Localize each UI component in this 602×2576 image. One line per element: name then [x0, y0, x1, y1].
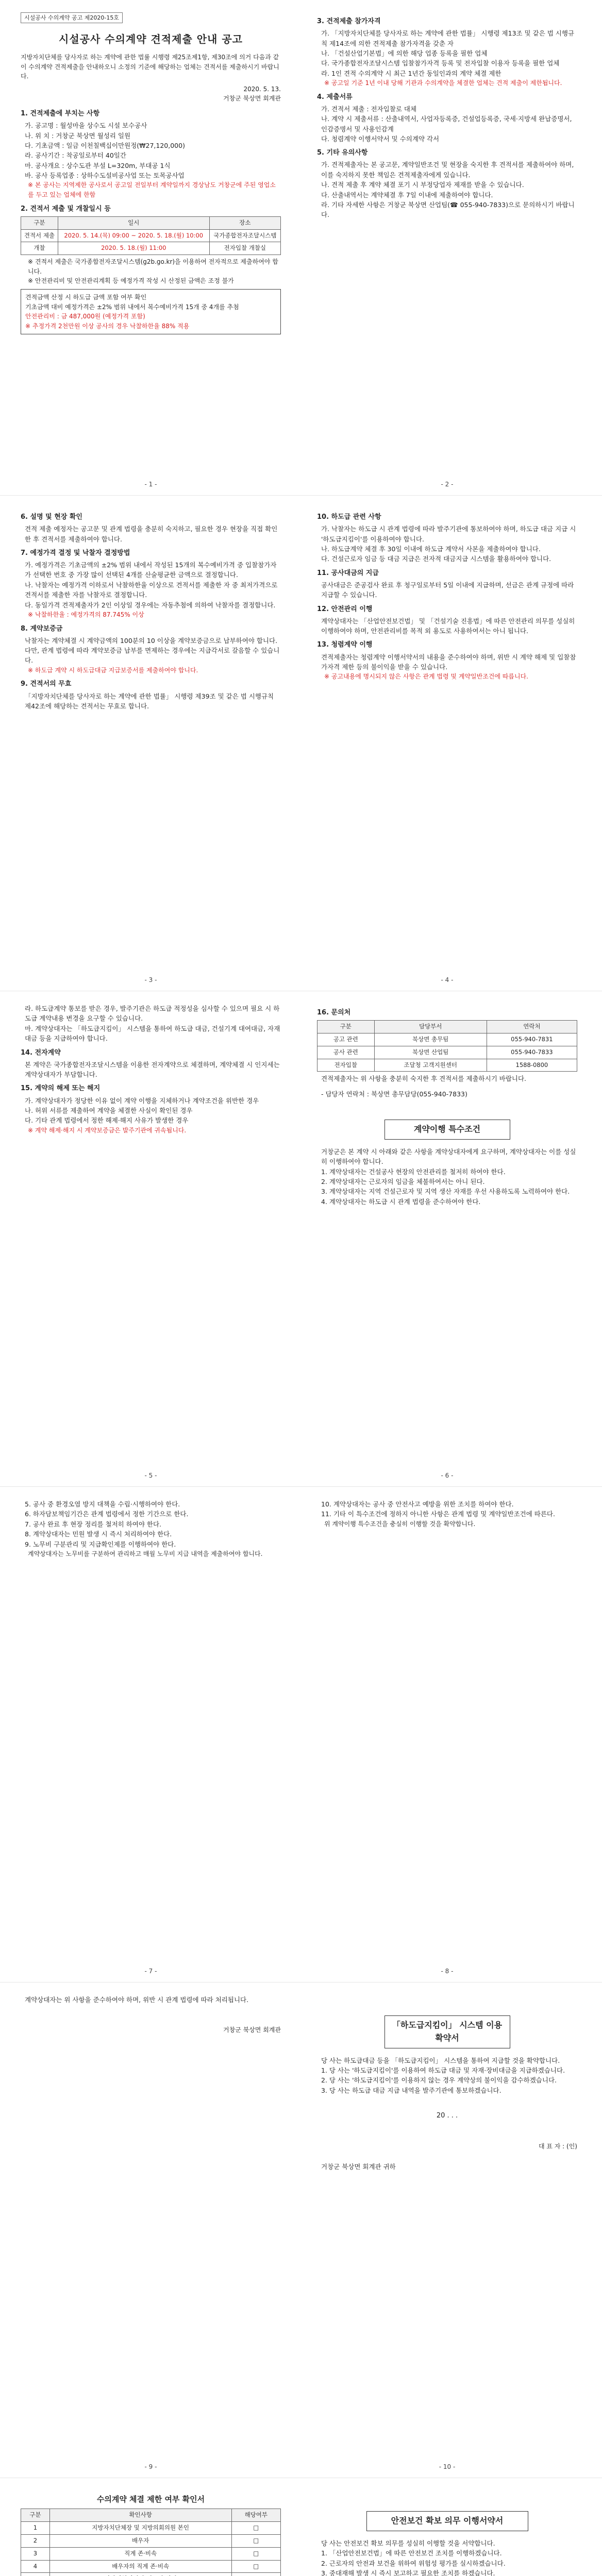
s1-red-note: ※ 본 공사는 지역제한 공사로서 공고일 전일부터 계약일까지 경상남도 거창군에 주된 영업소를 두고 있는 업체에 한함	[28, 181, 276, 198]
s15-red-note: ※ 계약 해제·해지 시 계약보증금은 발주기관에 귀속됩니다.	[28, 1126, 187, 1134]
section-1-title: 1. 견적제출에 부치는 사항	[21, 110, 100, 118]
p8-text: 위 계약이행 특수조건을 충실히 이행할 것을 확약합니다.	[324, 1520, 476, 1528]
table-cell: 2020. 5. 14.(목) 09:00 ~ 2020. 5. 18.(월) 10:00	[58, 229, 209, 242]
table-cell: 지방자치단체장 및 지방의회의원 본인	[49, 2522, 231, 2535]
pledge-sign: 대 표 자 : (인)	[538, 2143, 577, 2150]
safety-pledge-item: 2. 근로자의 안전과 보건을 위하여 위험성 평가를 실시하겠습니다.	[321, 2559, 506, 2567]
page-number: - 10 -	[439, 2463, 456, 2470]
table-cell: 개찰	[21, 242, 58, 255]
table-header: 연락처	[487, 1021, 577, 1033]
table-header: 구분	[21, 2509, 50, 2522]
table-header: 구분	[317, 1021, 375, 1033]
section-14-title: 14. 전자계약	[21, 1048, 61, 1057]
table-row	[21, 229, 281, 242]
section-5-title: 5. 기타 유의사항	[317, 149, 368, 157]
safety-pledge-item: 3. 중대재해 발생 시 즉시 보고하고 필요한 조치를 하겠습니다.	[321, 2569, 495, 2576]
restriction-form-title: 수의계약 체결 제한 여부 확인서	[96, 2495, 205, 2504]
s7-red-note: ※ 낙찰하한율 : 예정가격의 87.745% 이상	[28, 611, 144, 618]
table-cell: 전자입찰 개찰실	[209, 242, 280, 255]
section-11-title: 11. 공사대금의 지급	[317, 569, 379, 577]
section-3-title: 3. 견적제출 참가자격	[317, 18, 381, 25]
s3-item: 다. 국가종합전자조달시스템 입찰참가자격 등록 및 전자입찰 이용자 등록을 필한 업체	[321, 59, 560, 67]
s1-item: 다. 기초금액 : 일금 이천칠백십이만원정(₩27,120,000)	[25, 141, 185, 149]
checkbox[interactable]: □	[231, 2522, 280, 2535]
page-row-6	[0, 2478, 602, 2576]
table-row	[21, 2547, 281, 2560]
pledge-item: 2. 당 사는 '하도급지킴이'를 이용하지 않는 경우 계약상의 불이익을 감수하겠습니다.	[321, 2076, 557, 2084]
table-row	[317, 1059, 577, 1072]
s2-note: ※ 견적서 제출은 국가종합전자조달시스템(g2b.go.kr)을 이용하여 전자적으로 제출하여야 합니다.	[28, 258, 278, 275]
checkbox[interactable]: □	[231, 2560, 280, 2573]
section-16-title: 16. 문의처	[317, 1009, 351, 1016]
safety-pledge-item: 1. 「산업안전보건법」에 따른 안전보건 조치를 이행하겠습니다.	[321, 2549, 502, 2557]
table-cell: 전자입찰	[317, 1059, 375, 1072]
pledge-item: 1. 당 사는 '하도급지킴이'를 이용하여 하도급 대금 및 자재·장비대금을 지급하겠습니다.	[321, 2066, 565, 2074]
notice-title: 시설공사 수의계약 견적제출 안내 공고	[59, 33, 243, 46]
page-number: - 4 -	[441, 976, 454, 984]
page-row-4	[0, 1487, 602, 1982]
checkbox[interactable]	[231, 2573, 280, 2576]
table-cell: 북상면 산업팀	[374, 1046, 487, 1059]
s9-text: 「지방자치단체를 당사자로 하는 계약에 관한 법률」 시행령 제39조 및 같은 법 시행규칙 제42조에 해당하는 견적서는 무효로 합니다.	[25, 692, 274, 710]
s1-item: 라. 공사기간 : 착공일로부터 40일간	[25, 151, 126, 160]
page-row-5	[0, 1982, 602, 2478]
table-header: 확인사항	[49, 2509, 231, 2522]
p5-paragraph: 마. 계약상대자는 「하도급지킴이」 시스템을 통하여 하도급 대금, 건설기계 대여대금, 자재대금 등을 지급하여야 합니다.	[25, 1024, 280, 1043]
page-2	[317, 12, 577, 474]
table-cell: 견적서 제출	[21, 229, 58, 242]
p9-text: 계약상대자는 위 사항을 준수하여야 하며, 위반 시 관계 법령에 따라 처리됩니다.	[25, 1996, 249, 2004]
section-12-title: 12. 안전관리 이행	[317, 605, 373, 613]
s13-text: 견적제출자는 청렴계약 이행서약서의 내용을 준수하여야 하며, 위반 시 계약 해제 및 입찰참가자격 제한 등의 불이익을 받을 수 있습니다.	[321, 653, 576, 671]
table-cell: 직계 존·비속	[49, 2547, 231, 2560]
s1-item: 가. 공고명 : 월성마을 상수도 시설 보수공사	[25, 122, 147, 130]
price-info-box	[21, 289, 281, 334]
table-row	[21, 2534, 281, 2547]
page-10	[317, 1995, 577, 2457]
notice-intro: 지방자치단체를 당사자로 하는 계약에 관한 법률 시행령 제25조제1항, 제30조에 의거 다음과 같이 수의계약 견적제출을 안내하오니 소정의 기준에 해당하는 업체는 견적서를 제출하시기 바랍니다.	[21, 54, 279, 80]
page-number: - 1 -	[144, 481, 157, 488]
s10-item: 다. 건설근로자 임금 등 대금 지급은 전자적 대금지급 시스템을 활용하여야 합니다.	[321, 555, 551, 563]
section-13-title: 13. 청렴계약 이행	[317, 641, 373, 649]
s15-item: 가. 계약상대자가 정당한 이유 없이 계약 이행을 지체하거나 계약조건을 위반한 경우	[25, 1096, 259, 1105]
table-row	[317, 1033, 577, 1046]
safety-pledge-text: 당 사는 안전보건 확보 의무를 성실히 이행할 것을 서약합니다.	[321, 2539, 495, 2547]
table-row	[21, 2522, 281, 2535]
table-cell: 4	[21, 2560, 50, 2573]
table-row	[317, 1046, 577, 1059]
table-cell: 055-940-7833	[487, 1046, 577, 1059]
s3-item: 가. 「지방자치단체를 당사자로 하는 계약에 관한 법률」 시행령 제13조 및 같은 법 시행규칙 제14조에 의한 견적제출 참가자격을 갖춘 자	[321, 29, 575, 47]
section-2-title: 2. 견적서 제출 및 개찰일시 등	[21, 205, 111, 213]
table-cell: 055-940-7831	[487, 1033, 577, 1046]
table-row	[21, 2573, 281, 2576]
table-header: 담당부서	[374, 1021, 487, 1033]
special-item: 10. 계약상대자는 공사 중 안전사고 예방을 위한 조치를 하여야 한다.	[321, 1500, 514, 1508]
s15-item: 나. 허위 서류를 제출하여 계약을 체결한 사실이 확인된 경우	[25, 1106, 193, 1114]
s1-item: 나. 위 치 : 거창군 북상면 월성리 일원	[25, 131, 131, 140]
pledge-item: 3. 당 사는 하도급 대금 지급 내역을 발주기관에 통보하겠습니다.	[321, 2086, 501, 2094]
page-number: - 9 -	[144, 2463, 157, 2470]
table-header: 일시	[58, 216, 209, 229]
s13-red-note: ※ 공고내용에 명시되지 않은 사항은 관계 법령 및 계약일반조건에 따릅니다.	[324, 673, 528, 681]
page-number: - 2 -	[441, 481, 454, 488]
s5-item: 다. 산출내역서는 계약체결 후 7일 이내에 제출하여야 합니다.	[321, 191, 493, 199]
s3-item: 나. 「건설산업기본법」에 의한 해당 업종 등록을 필한 업체	[321, 49, 488, 57]
p5-paragraph: 라. 하도급계약 통보를 받은 경우, 발주기관은 하도급 적정성을 심사할 수 있으며 필요 시 하도급 계약내용 변경을 요구할 수 있습니다.	[25, 1005, 280, 1023]
page-11	[21, 2490, 281, 2576]
s4-item: 나. 계약 시 제출서류 : 산출내역서, 사업자등록증, 건설업등록증, 국세·지방세 완납증명서, 인감증명서 및 사용인감계	[321, 115, 572, 133]
table-cell: 3	[21, 2547, 50, 2560]
table-cell: 북상면 총무팀	[374, 1033, 487, 1046]
s2-note: ※ 안전관리비 및 안전관리계획 등 예정가격 작성 시 산정된 금액은 조정 불가	[28, 277, 234, 285]
schedule-table	[21, 216, 281, 255]
box-line: 안전관리비 : 금 487,000원 (예정가격 포함)	[25, 313, 145, 320]
section-15-title: 15. 계약의 해제 또는 해지	[21, 1084, 101, 1093]
s3-item: 라. 1인 견적 수의계약 시 최근 1년간 동일인과의 계약 체결 제한	[321, 69, 501, 77]
table-header: 해당여부	[231, 2509, 280, 2522]
notice-issuer: 거창군 북상면 회계관	[223, 95, 281, 103]
page-row-3	[0, 991, 602, 1487]
s8-text: 낙찰자는 계약체결 시 계약금액의 100분의 10 이상을 계약보증금으로 납부하여야 합니다. 다만, 관계 법령에 따라 계약보증금 납부를 면제하는 경우에는 지급각서로 갈음할 수 있습니다.	[25, 636, 280, 665]
notice-number: 시설공사 수의계약 공고 제2020-15호	[21, 12, 123, 23]
section-7-title: 7. 예정가격 결정 및 낙찰자 결정방법	[21, 549, 130, 557]
s5-item: 가. 견적제출자는 본 공고문, 계약일반조건 및 현장을 숙지한 후 견적서를 제출하여야 하며, 이를 숙지하지 못한 책임은 견적제출자에게 있습니다.	[321, 161, 574, 179]
pledge-recipient: 거창군 북상면 회계관 귀하	[321, 2162, 396, 2171]
section-4-title: 4. 제출서류	[317, 93, 353, 101]
special-item: 7. 공사 완료 후 현장 정리를 철저히 하여야 한다.	[25, 1520, 162, 1528]
special-item: 8. 계약상대자는 민원 발생 시 즉시 처리하여야 한다.	[25, 1530, 172, 1538]
table-cell	[21, 2573, 50, 2576]
special-item: 3. 계약상대자는 지역 건설근로자 및 지역 생산 자재를 우선 사용하도록 노력하여야 한다.	[321, 1188, 570, 1196]
p7-text: 계약상대자는 노무비를 구분하여 관리하고 매월 노무비 지급 내역을 제출하여야 합니다.	[28, 1550, 263, 1557]
section-8-title: 8. 계약보증금	[21, 624, 63, 633]
s5-item: 라. 기타 자세한 사항은 거창군 북상면 산업팀(☎ 055-940-7833)으로 문의하시기 바랍니다.	[321, 200, 575, 219]
s10-item: 나. 하도급계약 체결 후 30일 이내에 하도급 계약서 사본을 제출하여야 합니다.	[321, 545, 541, 553]
table-row	[21, 242, 281, 255]
s15-item: 다. 기타 관계 법령에서 정한 해제·해지 사유가 발생한 경우	[25, 1116, 189, 1125]
safety-pledge-title: 안전보건 확보 의무 이행서약서	[366, 2511, 528, 2531]
s12-text: 계약상대자는 「산업안전보건법」 및 「건설기술 진흥법」에 따른 안전관리 의무를 성실히 이행하여야 하며, 안전관리비를 목적 외 용도로 사용하여서는 아니 됩니다.	[321, 617, 575, 635]
page-number: - 5 -	[144, 1472, 157, 1479]
special-item: 11. 기타 이 특수조건에 정하지 아니한 사항은 관계 법령 및 계약일반조건에 따른다.	[321, 1510, 555, 1518]
page-row-2	[0, 496, 602, 991]
special-conditions-title: 계약이행 특수조건	[384, 1120, 510, 1140]
box-line: 기초금액 대비 예정가격은 ±2% 범위 내에서 복수예비가격 15개 중 4개를 추첨	[25, 303, 239, 311]
page-12	[317, 2490, 577, 2576]
page-4	[317, 508, 577, 970]
page-3	[21, 508, 281, 970]
table-header: 장소	[209, 216, 280, 229]
table-cell: 1588-0800	[487, 1059, 577, 1072]
page-number: - 3 -	[144, 976, 157, 984]
special-item: 4. 계약상대자는 하도급 시 관계 법령을 준수하여야 한다.	[321, 1197, 481, 1206]
page-5	[21, 1004, 281, 1466]
page-6	[317, 1004, 577, 1466]
s7-item: 가. 예정가격은 기초금액의 ±2% 범위 내에서 작성된 15개의 복수예비가격 중 입찰참가자가 선택한 번호 중 가장 많이 선택된 4개를 산술평균한 금액으로 결정합니다.	[25, 561, 277, 579]
table-row	[21, 2560, 281, 2573]
box-line: ※ 추정가격 2천만원 이상 공사의 경우 낙찰하한율 88% 적용	[25, 322, 190, 330]
table-cell: 공사 관련	[317, 1046, 375, 1059]
page-8	[317, 1499, 577, 1961]
special-intro: 거창군은 본 계약 시 아래와 같은 사항을 계약상대자에게 요구하며, 계약상대자는 이를 성실히 이행하여야 합니다.	[321, 1147, 576, 1166]
section-9-title: 9. 견적서의 무효	[21, 680, 72, 688]
table-cell: 배우자의 직계 존·비속	[49, 2560, 231, 2573]
s16-text: 견적제출자는 위 사항을 충분히 숙지한 후 견적서를 제출하시기 바랍니다.	[321, 1075, 527, 1083]
s1-item: 마. 공사개요 : 상수도관 부설 L=320m, 부대공 1식	[25, 161, 171, 170]
page-number: - 6 -	[441, 1472, 454, 1479]
box-line: 견적금액 산정 시 하도급 금액 포함 여부 확인	[25, 293, 147, 301]
table-cell: 2020. 5. 18.(월) 11:00	[58, 242, 209, 255]
special-item: 5. 공사 중 환경오염 방지 대책을 수립·시행하여야 한다.	[25, 1500, 180, 1508]
page-1	[21, 12, 281, 474]
table-header: 구분	[21, 216, 58, 229]
table-cell: 2	[21, 2534, 50, 2547]
page-number: - 7 -	[144, 1968, 157, 1975]
special-item: 6. 하자담보책임기간은 관계 법령에서 정한 기간으로 한다.	[25, 1510, 189, 1518]
s4-item: 다. 청렴계약 이행서약서 및 수의계약 각서	[321, 134, 440, 143]
table-cell: 배우자	[49, 2534, 231, 2547]
table-cell: 국가종합전자조달시스템	[209, 229, 280, 242]
table-cell: 공고 관련	[317, 1033, 375, 1046]
s3-red-note: ※ 공고일 기준 1년 이내 당해 기관과 수의계약을 체결한 업체는 견적 제출이 제한됩니다.	[324, 79, 562, 87]
contact-table	[317, 1020, 577, 1072]
s14-text: 본 계약은 국가종합전자조달시스템을 이용한 전자계약으로 체결하며, 계약체결 시 인지세는 계약상대자가 부담합니다.	[25, 1060, 280, 1079]
page-row-1	[0, 0, 602, 496]
checkbox[interactable]: □	[231, 2534, 280, 2547]
page-9	[21, 1995, 281, 2457]
special-item: 1. 계약상대자는 건설공사 현장의 안전관리를 철저히 하여야 한다.	[321, 1167, 506, 1176]
s4-item: 가. 견적서 제출 : 전자입찰로 대체	[321, 105, 417, 113]
pledge-date: 20 . . .	[436, 2112, 458, 2120]
s1-item: 바. 공사 등록업종 : 상하수도설비공사업 또는 토목공사업	[25, 172, 185, 180]
s7-item: 나. 낙찰자는 예정가격 이하로서 낙찰하한율 이상으로 견적서를 제출한 자 중 최저가격으로 견적서를 제출한 자를 낙찰자로 결정합니다.	[25, 581, 278, 599]
section-10-title: 10. 하도급 관련 사항	[317, 513, 381, 521]
pledge-text: 당 사는 하도급대금 등을 「하도급지킴이」 시스템을 통하여 지급할 것을 확약합니다.	[321, 2056, 560, 2064]
s8-red-note: ※ 하도급 계약 시 하도급대금 지급보증서를 제출하여야 합니다.	[28, 666, 198, 674]
table-cell: 조달청 고객지원센터	[374, 1059, 487, 1072]
page-number: - 8 -	[441, 1968, 454, 1975]
notice-date: 2020. 5. 13.	[243, 85, 281, 93]
p9-sign: 거창군 북상면 회계관	[223, 2026, 281, 2034]
table-cell	[49, 2573, 231, 2576]
section-6-title: 6. 설명 및 현장 확인	[21, 513, 82, 521]
table-cell: 1	[21, 2522, 50, 2535]
contact-line: - 담당자 연락처 : 북상면 총무담당(055-940-7833)	[321, 1090, 467, 1098]
checkbox[interactable]: □	[231, 2547, 280, 2560]
s10-item: 가. 낙찰자는 하도급 시 관계 법령에 따라 발주기관에 통보하여야 하며, 하도급 대금 지급 시 '하도급지킴이'를 이용하여야 합니다.	[321, 525, 576, 543]
subcontract-pledge-title: 「하도급지킴이」 시스템 이용 확약서	[384, 2015, 510, 2048]
s6-text: 견적 제출 예정자는 공고문 및 관계 법령을 충분히 숙지하고, 필요한 경우 현장을 직접 확인한 후 견적서를 제출하여야 합니다.	[25, 525, 278, 543]
page-7	[21, 1499, 281, 1961]
special-item: 9. 노무비 구분관리 및 지급확인제를 이행하여야 한다.	[25, 1540, 176, 1548]
s7-item: 다. 동일가격 견적제출자가 2인 이상일 경우에는 자동추첨에 의하여 낙찰자를 결정합니다.	[25, 601, 276, 609]
s11-text: 공사대금은 준공검사 완료 후 청구일로부터 5일 이내에 지급하며, 선금은 관계 규정에 따라 지급할 수 있습니다.	[321, 581, 574, 599]
restriction-table	[21, 2509, 281, 2576]
special-item: 2. 계약상대자는 근로자의 임금을 체불하여서는 아니 된다.	[321, 1178, 485, 1186]
s5-item: 나. 견적 제출 후 계약 체결 포기 시 부정당업자 제재를 받을 수 있습니다.	[321, 181, 524, 189]
